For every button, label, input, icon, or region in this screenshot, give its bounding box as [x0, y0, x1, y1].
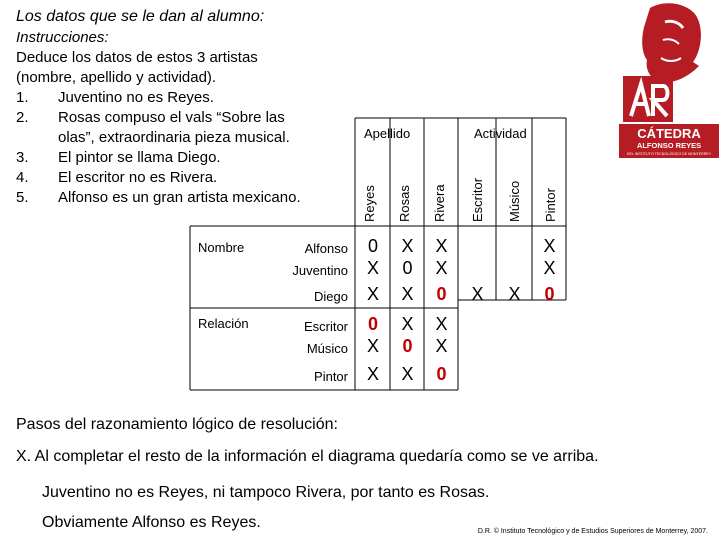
grid-cell: X: [401, 364, 414, 384]
grid-cell: 0: [367, 314, 378, 334]
step-1: X. Al completar el resto de la información el diagrama quedaría como se ve arriba.: [16, 448, 599, 465]
instruction-text: Juventino no es Reyes.: [58, 89, 214, 106]
instruction-text: Deduce los datos de estos 3 artistas: [16, 49, 258, 66]
group-apellido: Apellido: [364, 126, 411, 141]
grid-cell: X: [543, 236, 556, 256]
row-label: Músico: [306, 341, 348, 356]
instruction-text: Alfonso es un gran artista mexicano.: [58, 189, 301, 206]
grid-cell: 0: [436, 284, 447, 304]
copyright-footer: D.R. © Instituto Tecnológico y de Estudios Superiores de Monterrey, 2007.: [477, 528, 708, 535]
grid-cell: X: [543, 258, 556, 278]
instruction-number: 1.: [16, 89, 29, 106]
instruction-number: 3.: [16, 149, 29, 166]
grid-cell: X: [435, 314, 448, 334]
grid-cell: X: [401, 284, 414, 304]
logo-line3: DEL INSTITUTO TECNOLÓGICO DE MONTERREY: [626, 152, 712, 156]
page-title: Los datos que se le dan al alumno:: [16, 8, 265, 25]
steps-title: Pasos del razonamiento lógico de resolución:: [16, 416, 338, 433]
grid-cell: 0: [544, 284, 555, 304]
instruction-text: (nombre, apellido y actividad).: [16, 69, 217, 86]
grid-cell: X: [401, 236, 414, 256]
group-actividad: Actividad: [474, 126, 527, 141]
column-label: Pintor: [543, 188, 558, 222]
grid-cell: 0: [402, 336, 413, 356]
logo-line1: CÁTEDRA: [637, 126, 701, 141]
grid-cell: 0: [402, 258, 413, 278]
instruction-text: olas”, extraordinaria pieza musical.: [58, 129, 290, 146]
group-nombre: Nombre: [198, 240, 245, 255]
grid-cell: X: [401, 314, 414, 334]
column-label: Rivera: [432, 184, 447, 222]
grid-cell: 0: [436, 364, 447, 384]
instruction-text: Rosas compuso el vals “Sobre las: [58, 109, 285, 126]
logo-line2: ALFONSO REYES: [636, 141, 702, 150]
instruction-text: El pintor se llama Diego.: [58, 149, 221, 166]
grid-cell: X: [508, 284, 521, 304]
column-label: Escritor: [470, 177, 485, 222]
grid-cell: X: [366, 258, 379, 278]
group-relacion: Relación: [198, 316, 249, 331]
row-label: Pintor: [314, 369, 348, 384]
step-3: Obviamente Alfonso es Reyes.: [42, 514, 261, 531]
grid-cell: X: [435, 236, 448, 256]
grid-cell: X: [366, 284, 379, 304]
instruction-number: 4.: [16, 169, 29, 186]
grid-cell: X: [471, 284, 484, 304]
instruction-text: Instrucciones:: [16, 29, 109, 46]
instruction-text: El escritor no es Rivera.: [58, 169, 218, 186]
row-label: Juventino: [292, 263, 348, 278]
column-label: Músico: [507, 180, 522, 222]
grid-cell: 0: [367, 236, 378, 256]
row-label: Diego: [314, 289, 348, 304]
step-2: Juventino no es Reyes, ni tampoco Rivera, por tanto es Rosas.: [42, 484, 490, 501]
grid-cell: X: [435, 258, 448, 278]
grid-cell: X: [366, 364, 379, 384]
column-label: Reyes: [362, 185, 377, 222]
instruction-number: 5.: [16, 189, 29, 206]
row-label: Alfonso: [304, 241, 348, 256]
grid-cell: X: [366, 336, 379, 356]
instruction-number: 2.: [16, 109, 29, 126]
row-label: Escritor: [303, 319, 348, 334]
column-label: Rosas: [397, 185, 412, 222]
grid-cell: X: [435, 336, 448, 356]
